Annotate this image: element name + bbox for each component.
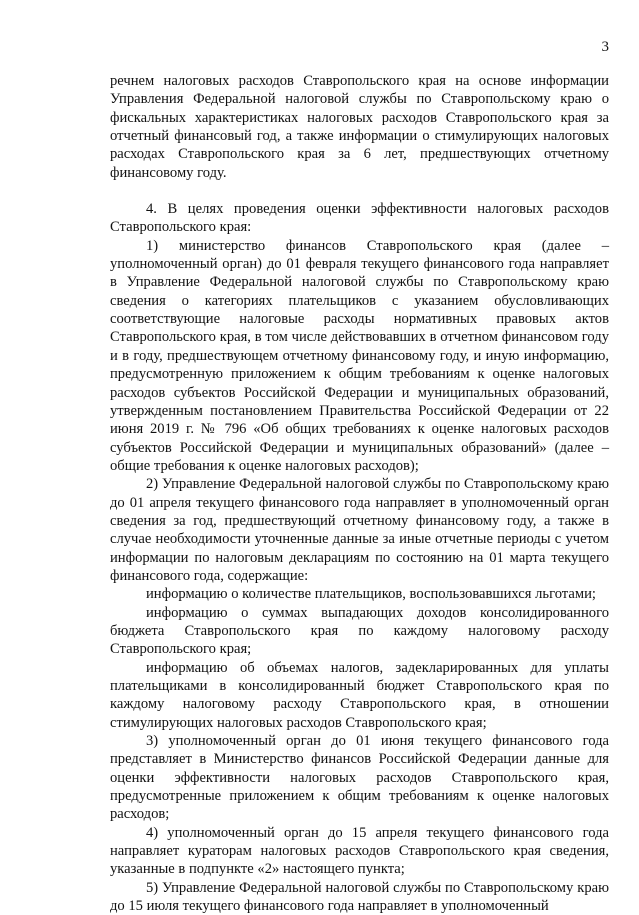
paragraph-subitem-2: 2) Управление Федеральной налоговой службы по Ставропольскому краю до 01 апреля текущего финансового года направляет в уполномоченный орган сведения за год, предшествующий отчетному финансовому году, а также в случае необходимости уточненные данные за иные отчетные периоды с учетом информации по налоговым декларациям по состоянию на 01 марта текущего финансового года, содержащие: [110, 476, 609, 584]
document-body [110, 72, 609, 915]
paragraph-info-payers: информацию о количестве плательщиков, воспользовавшихся льготами; [146, 586, 596, 603]
paragraph-info-lost-revenue: информацию о суммах выпадающих доходов консолидированного бюджета Ставропольского края по каждому налоговому расходу Ставропольского края; [110, 604, 609, 658]
paragraph-subitem-1: 1) министерство финансов Ставропольского края (далее – уполномоченный орган) до 01 февраля текущего финансового года направляет в Управление Федеральной налоговой службы по Ставропольскому краю сведения о категориях плательщиков с указанием обусловливающих соответствующие налоговые расходы нормативных правовых актов Ставропольского края, в том числе действовавших в отчетном финансовом году и в году, предшествующем отчетному финансовому году, и иную информацию, предусмотренную приложением к общим требованиям к оценке налоговых расходов субъектов Российской Федерации и муниципальных образований, утвержденным постановлением Правительства Российской Федерации от 22 июня 2019 г. № 796 «Об общих требованиях к оценке налоговых расходов субъектов Российской Федерации и муниципальных образований» (далее – общие требования к оценке налоговых расходов); [110, 237, 609, 474]
paragraph-continuation: речнем налоговых расходов Ставропольского края на основе информации Управления Федеральной налоговой службы по Ставропольскому краю о фискальных характеристиках налоговых расходов Ставропольского края за отчетный финансовый год, а также информации о стимулирующих налоговых расходах Ставропольского края за 6 лет, предшествующих отчетному финансовому году. [110, 73, 609, 181]
paragraph-subitem-4: 4) уполномоченный орган до 15 апреля текущего финансового года направляет кураторам налоговых расходов Ставропольского края сведения, указанные в подпункте «2» настоящего пункта; [110, 824, 609, 878]
paragraph-subitem-3: 3) уполномоченный орган до 01 июня текущего финансового года представляет в Министерство финансов Российской Федерации данные для оценки эффективности налоговых расходов Ставропольского края, предусмотренные приложением к общим требованиям к оценке налоговых расходов; [110, 733, 609, 823]
page-number: 3 [601, 39, 609, 55]
paragraph-subitem-5: 5) Управление Федеральной налоговой службы по Ставропольскому краю до 15 июля текущего финансового года направляет в уполномоченный [110, 879, 609, 915]
paragraph-info-tax-volumes: информацию об объемах налогов, задекларированных для уплаты плательщиками в консолидированный бюджет Ставропольского края по каждому налоговому расходу Ставропольского края, в отношении стимулирующих налоговых расходов Ставропольского края; [110, 659, 609, 731]
paragraph-item-4: 4. В целях проведения оценки эффективности налоговых расходов Ставропольского края: [110, 201, 609, 236]
